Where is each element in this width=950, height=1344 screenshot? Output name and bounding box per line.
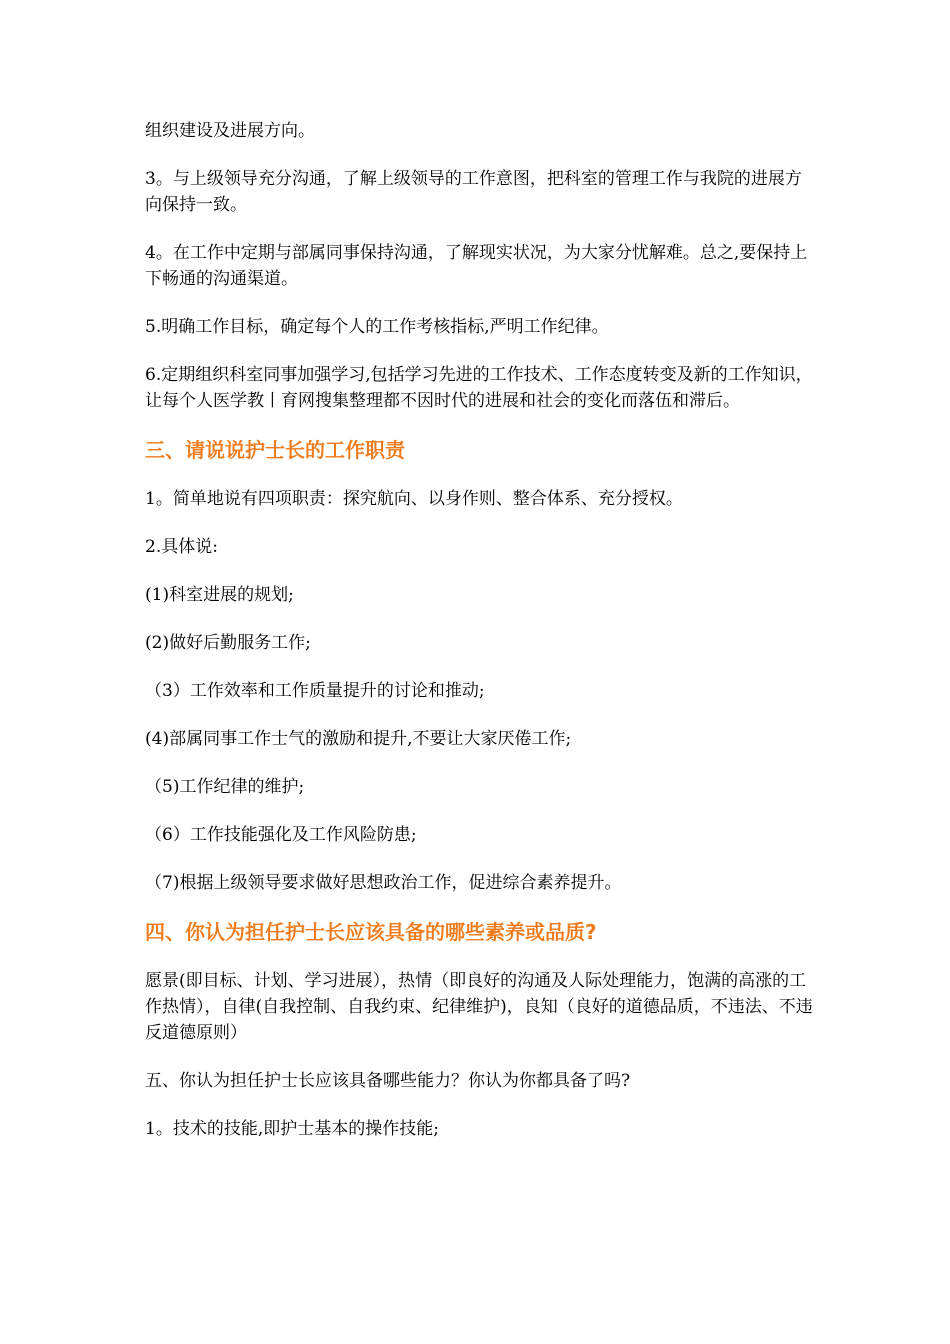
list-item: （6）工作技能强化及工作风险防患;	[145, 825, 417, 845]
list-item: （3）工作效率和工作质量提升的讨论和推动;	[145, 681, 485, 701]
section-heading-3: 三、请说说护士长的工作职责	[145, 438, 405, 462]
paragraph: 4。在工作中定期与部属同事保持沟通，了解现实状况，为大家分忧解难。总之,要保持上下畅通的沟通渠道。	[145, 243, 808, 289]
paragraph: 5.明确工作目标，确定每个人的工作考核指标,严明工作纪律。	[145, 317, 609, 337]
list-item: （5)工作纪律的维护;	[145, 777, 305, 797]
paragraph: 2.具体说:	[145, 537, 218, 557]
document-body	[145, 118, 815, 1164]
section-heading-4: 四、你认为担任护士长应该具备的哪些素养或品质?	[145, 920, 597, 944]
paragraph: 3。与上级领导充分沟通，了解上级领导的工作意图，把科室的管理工作与我院的进展方向保持一致。	[145, 169, 802, 215]
list-item: （7)根据上级领导要求做好思想政治工作，促进综合素养提升。	[145, 873, 622, 893]
paragraph: 1。技术的技能,即护士基本的操作技能;	[145, 1119, 439, 1139]
paragraph: 6.定期组织科室同事加强学习,包括学习先进的工作技术、工作态度转变及新的工作知识，让每个人医学教丨育网搜集整理都不因时代的进展和社会的变化而落伍和滞后。	[145, 365, 813, 411]
section-question-5: 五、你认为担任护士长应该具备哪些能力？你认为你都具备了吗?	[145, 1071, 631, 1091]
list-item: (4)部属同事工作士气的激励和提升,不要让大家厌倦工作;	[145, 729, 572, 749]
list-item: (2)做好后勤服务工作;	[145, 633, 311, 653]
paragraph: 组织建设及进展方向。	[145, 121, 315, 141]
list-item: (1)科室进展的规划;	[145, 585, 294, 605]
paragraph: 1。简单地说有四项职责：探究航向、以身作则、整合体系、充分授权。	[145, 489, 683, 509]
paragraph: 愿景(即目标、计划、学习进展），热情（即良好的沟通及人际处理能力，饱满的高涨的工作热情），自律(自我控制、自我约束、纪律维护)，良知（良好的道德品质，不违法、不违反道德原则）	[145, 971, 813, 1043]
